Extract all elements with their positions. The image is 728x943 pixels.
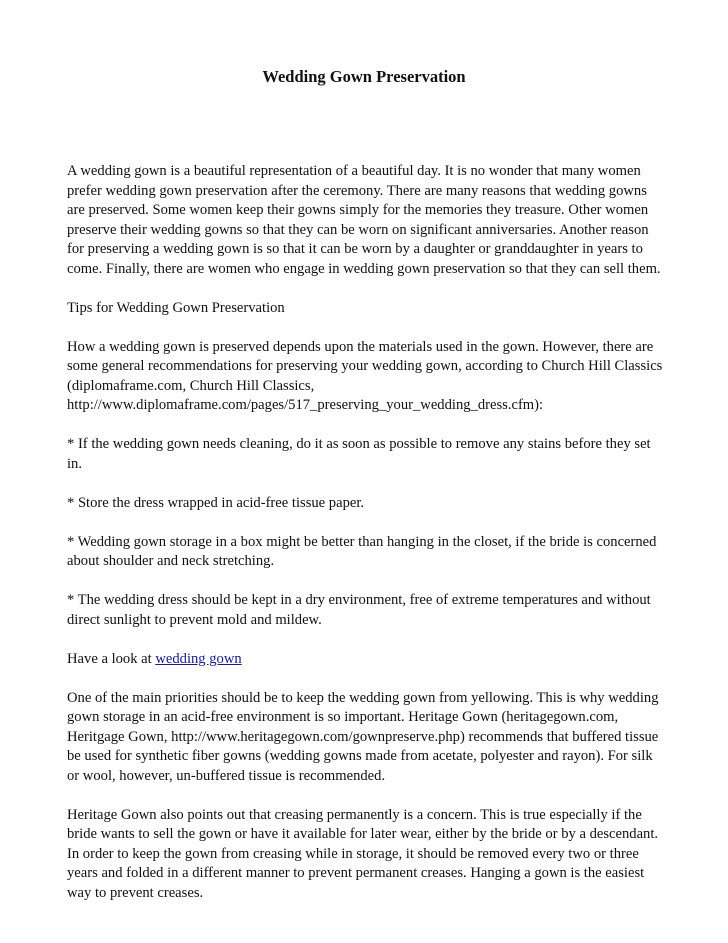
tips-intro-paragraph: How a wedding gown is preserved depends upon the materials used in the gown. However, there are some general recommendations for preserving your wedding gown, according to Church Hill Classics (diplomaframe.com, Church Hill Classics, http://www.diplomaframe.com/pages/517_preserving_your_wedding_dress.cfm): [67, 338, 663, 413]
intro-paragraph: A wedding gown is a beautiful representation of a beautiful day. It is no wonder that many women prefer wedding gown preservation after the ceremony. There are many reasons that wedding gowns are preserved. Some women keep their gowns simply for the memories they treasure. Other women preserve their wedding gowns so that they can be worn on significant anniversaries. Another reason for preserving a wedding gown is so that it can be worn by a daughter or granddaughter in years to come. Finally, there are women who engage in wedding gown preservation so that they can sell them. [67, 163, 661, 277]
page-title: Wedding Gown Preservation [262, 67, 466, 86]
bullet-box-storage: * Wedding gown storage in a box might be better than hanging in the closet, if the bride is concerned about shoulder and neck stretching. [67, 533, 657, 569]
document-body [67, 162, 663, 923]
look-prefix: Have a look at [67, 650, 156, 667]
bullet-cleaning: * If the wedding gown needs cleaning, do it as soon as possible to remove any stains before they set in. [67, 436, 651, 472]
creasing-paragraph: Heritage Gown also points out that creasing permanently is a concern. This is true especially if the bride wants to sell the gown or have it available for later wear, either by the bride or by a descendant. In order to keep the gown from creasing while in storage, it should be removed every two or three years and folded in a different manner to prevent permanent creases. Hanging a gown is the easiest way to prevent creases. [67, 806, 659, 901]
tips-heading: Tips for Wedding Gown Preservation [67, 299, 285, 316]
bullet-dry-environment: * The wedding dress should be kept in a dry environment, free of extreme temperatures and without direct sunlight to prevent mold and mildew. [67, 592, 651, 628]
wedding-gown-link[interactable]: wedding gown [155, 650, 242, 667]
look-paragraph [67, 650, 663, 670]
bullet-tissue-paper: * Store the dress wrapped in acid-free tissue paper. [67, 494, 365, 511]
yellowing-paragraph: One of the main priorities should be to keep the wedding gown from yellowing. This is why wedding gown storage in an acid-free environment is so important. Heritage Gown (heritagegown.com, Heritgage Gown, http://www.heritagegown.com/gownpreserve.php) recommends that buffered tissue be used for synthetic fiber gowns (wedding gowns made from acetate, polyester and rayon). For silk or wool, however, un-buffered tissue is recommended. [67, 689, 659, 784]
